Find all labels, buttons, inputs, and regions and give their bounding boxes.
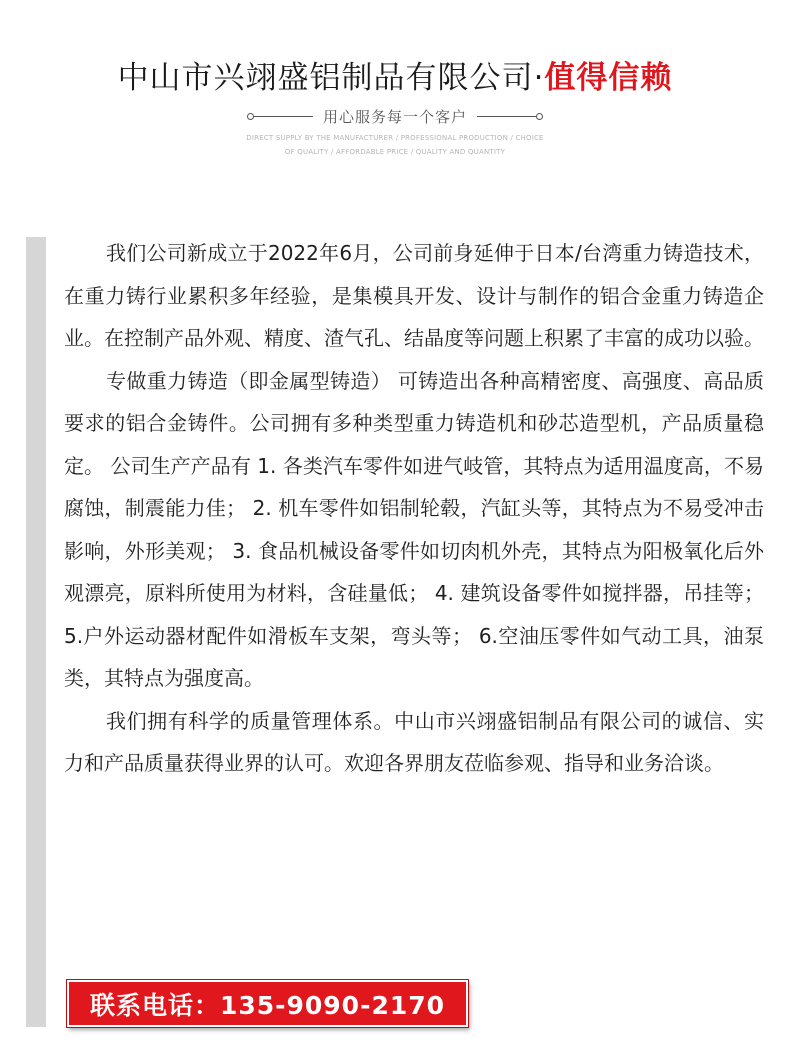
rule-dot [247, 113, 254, 120]
english-tagline [0, 131, 790, 159]
subtitle-row [0, 106, 790, 127]
page-title [0, 56, 790, 100]
rule-line [477, 116, 536, 117]
subtitle: 用心服务每一个客户 [322, 108, 467, 126]
slogan-trustworthy: 值得信赖 [544, 60, 673, 96]
title-separator: · [533, 60, 545, 96]
left-decorative-rule [247, 113, 313, 120]
rule-line [254, 116, 313, 117]
intro-paragraph: 我们公司新成立于2022年6月，公司前身延伸于日本/台湾重力铸造技术，在重力铸行业累积多年经验，是集模具开发、设计与制作的铝合金重力铸造企业。在控制产品外观、精度、渣气孔、结晶度等问题上积累了丰富的成功以验。 [64, 241, 764, 350]
company-name: 中山市兴翊盛铝制品有限公司 [117, 60, 534, 96]
rule-dot [536, 113, 543, 120]
contact-phone-label: 联系电话：135-9090-2170 [89, 990, 446, 1020]
header [0, 56, 790, 159]
company-intro [64, 232, 764, 785]
contact-phone-banner [67, 980, 468, 1027]
right-decorative-rule [477, 113, 543, 120]
english-tagline-line-1: DIRECT SUPPLY BY THE MANUFACTURER / PROFESSIONAL PRODUCTION / CHOICE [246, 134, 544, 142]
english-tagline-line-2: OF QUALITY / AFFORDABLE PRICE / QUALITY AND QUANTITY [284, 148, 506, 156]
intro-paragraph: 我们拥有科学的质量管理体系。中山市兴翊盛铝制品有限公司的诚信、实力和产品质量获得业界的认可。欢迎各界朋友莅临参观、指导和业务洽谈。 [64, 708, 764, 775]
side-accent-bar [26, 237, 46, 1027]
intro-paragraph: 专做重力铸造（即金属型铸造） 可铸造出各种高精密度、高强度、高品质要求的铝合金铸件。公司拥有多种类型重力铸造机和砂芯造型机，产品质量稳定。 公司生产产品有 1. 各类汽车零件如进气岐管，其特点为适用温度高，不易腐蚀，制震能力佳； 2. 机车零件如铝制轮毂，汽缸头等，其特点为不易受冲击影响，外形美观； 3. 食品机械设备零件如切肉机外壳，其特点为阳极氧化后外观漂亮，原料所使用为材料，含硅量低； 4. 建筑设备零件如搅拌器，吊挂等； 5.户外运动器材配件如滑板车支架，弯头等； 6.空油压零件如气动工具，油泵类，其特点为强度高。 [64, 368, 764, 690]
